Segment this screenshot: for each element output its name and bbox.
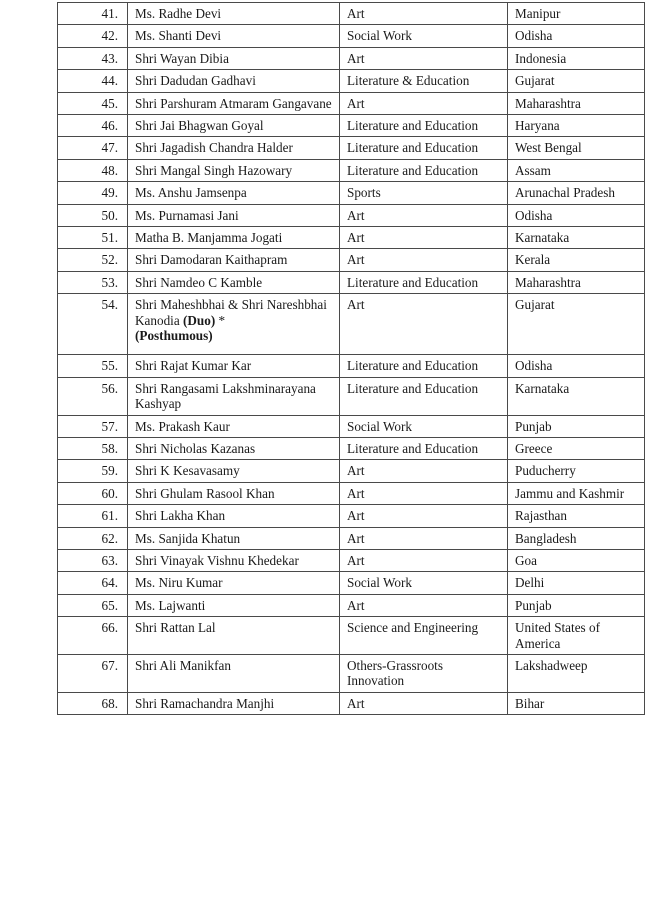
table-row xyxy=(58,92,645,114)
table-row xyxy=(58,271,645,293)
cell-state: Assam xyxy=(508,159,645,181)
cell-field: Others-Grassroots Innovation xyxy=(340,654,508,692)
cell-state: Maharashtra xyxy=(508,92,645,114)
recipient-name-rich: Shri Maheshbhai & Shri Nareshbhai Kanodia (Duo) * (Posthumous) xyxy=(135,297,327,344)
cell-serial-number: 58. xyxy=(58,437,128,459)
cell-recipient-name: Ms. Lajwanti xyxy=(128,594,340,616)
cell-recipient-name: Matha B. Manjamma Jogati xyxy=(128,227,340,249)
cell-serial-number: 68. xyxy=(58,692,128,714)
cell-recipient-name: Shri Jai Bhagwan Goyal xyxy=(128,115,340,137)
cell-field: Art xyxy=(340,3,508,25)
cell-state: Gujarat xyxy=(508,70,645,92)
cell-state: Manipur xyxy=(508,3,645,25)
cell-state: Gujarat xyxy=(508,294,645,355)
cell-field: Literature and Education xyxy=(340,377,508,415)
cell-field: Art xyxy=(340,204,508,226)
table-row xyxy=(58,654,645,692)
cell-field: Art xyxy=(340,692,508,714)
cell-serial-number: 55. xyxy=(58,355,128,377)
cell-field: Art xyxy=(340,92,508,114)
table-row xyxy=(58,159,645,181)
cell-recipient-name: Shri Ramachandra Manjhi xyxy=(128,692,340,714)
cell-recipient-name: Shri Ali Manikfan xyxy=(128,654,340,692)
table-row xyxy=(58,47,645,69)
cell-recipient-name: Ms. Purnamasi Jani xyxy=(128,204,340,226)
cell-serial-number: 60. xyxy=(58,482,128,504)
cell-state: Odisha xyxy=(508,25,645,47)
cell-state: Maharashtra xyxy=(508,271,645,293)
table-row xyxy=(58,355,645,377)
cell-serial-number: 59. xyxy=(58,460,128,482)
cell-recipient-name: Shri Vinayak Vishnu Khedekar xyxy=(128,549,340,571)
table-row xyxy=(58,294,645,355)
cell-recipient-name: Shri Nicholas Kazanas xyxy=(128,437,340,459)
cell-state: Jammu and Kashmir xyxy=(508,482,645,504)
cell-field: Art xyxy=(340,294,508,355)
cell-serial-number: 62. xyxy=(58,527,128,549)
cell-state: United States of America xyxy=(508,617,645,655)
cell-serial-number: 41. xyxy=(58,3,128,25)
cell-serial-number: 50. xyxy=(58,204,128,226)
table-body xyxy=(58,3,645,715)
cell-field: Literature & Education xyxy=(340,70,508,92)
table-row xyxy=(58,227,645,249)
cell-recipient-name: Shri Dadudan Gadhavi xyxy=(128,70,340,92)
cell-recipient-name: Shri Rattan Lal xyxy=(128,617,340,655)
cell-state: Delhi xyxy=(508,572,645,594)
cell-recipient-name: Ms. Niru Kumar xyxy=(128,572,340,594)
cell-recipient-name: Shri Rangasami Lakshminarayana Kashyap xyxy=(128,377,340,415)
cell-state: Arunachal Pradesh xyxy=(508,182,645,204)
cell-field: Social Work xyxy=(340,415,508,437)
cell-recipient-name: Shri Ghulam Rasool Khan xyxy=(128,482,340,504)
table-row xyxy=(58,377,645,415)
cell-field: Art xyxy=(340,227,508,249)
cell-serial-number: 54. xyxy=(58,294,128,355)
cell-recipient-name: Shri Damodaran Kaithapram xyxy=(128,249,340,271)
table-row xyxy=(58,482,645,504)
cell-field: Art xyxy=(340,527,508,549)
cell-serial-number: 48. xyxy=(58,159,128,181)
cell-field: Art xyxy=(340,549,508,571)
cell-field: Literature and Education xyxy=(340,115,508,137)
cell-field: Science and Engineering xyxy=(340,617,508,655)
cell-state: Lakshadweep xyxy=(508,654,645,692)
cell-recipient-name: Ms. Anshu Jamsenpa xyxy=(128,182,340,204)
cell-serial-number: 44. xyxy=(58,70,128,92)
cell-serial-number: 63. xyxy=(58,549,128,571)
cell-state: Karnataka xyxy=(508,377,645,415)
cell-field: Social Work xyxy=(340,25,508,47)
cell-state: West Bengal xyxy=(508,137,645,159)
table-row xyxy=(58,70,645,92)
cell-serial-number: 42. xyxy=(58,25,128,47)
cell-serial-number: 64. xyxy=(58,572,128,594)
cell-field: Art xyxy=(340,249,508,271)
cell-recipient-name: Shri Mangal Singh Hazowary xyxy=(128,159,340,181)
cell-recipient-name: Shri Wayan Dibia xyxy=(128,47,340,69)
cell-serial-number: 45. xyxy=(58,92,128,114)
cell-state: Greece xyxy=(508,437,645,459)
cell-field: Social Work xyxy=(340,572,508,594)
table-row xyxy=(58,460,645,482)
cell-state: Karnataka xyxy=(508,227,645,249)
cell-state: Puducherry xyxy=(508,460,645,482)
table-row xyxy=(58,415,645,437)
cell-recipient-name: Ms. Shanti Devi xyxy=(128,25,340,47)
table-row xyxy=(58,617,645,655)
cell-recipient-name: Shri Parshuram Atmaram Gangavane xyxy=(128,92,340,114)
table-row xyxy=(58,692,645,714)
cell-field: Literature and Education xyxy=(340,355,508,377)
cell-field: Art xyxy=(340,482,508,504)
cell-serial-number: 67. xyxy=(58,654,128,692)
table-row xyxy=(58,182,645,204)
cell-state: Rajasthan xyxy=(508,505,645,527)
cell-recipient-name: Shri K Kesavasamy xyxy=(128,460,340,482)
cell-serial-number: 57. xyxy=(58,415,128,437)
cell-recipient-name: Ms. Prakash Kaur xyxy=(128,415,340,437)
table-row xyxy=(58,437,645,459)
cell-recipient-name: Shri Namdeo C Kamble xyxy=(128,271,340,293)
cell-serial-number: 52. xyxy=(58,249,128,271)
cell-state: Punjab xyxy=(508,415,645,437)
cell-serial-number: 47. xyxy=(58,137,128,159)
cell-recipient-name: Shri Jagadish Chandra Halder xyxy=(128,137,340,159)
table-row xyxy=(58,549,645,571)
table-row xyxy=(58,572,645,594)
awards-recipients-table xyxy=(57,2,645,715)
cell-field: Sports xyxy=(340,182,508,204)
cell-serial-number: 66. xyxy=(58,617,128,655)
cell-field: Art xyxy=(340,460,508,482)
cell-serial-number: 46. xyxy=(58,115,128,137)
cell-field: Literature and Education xyxy=(340,271,508,293)
table-row xyxy=(58,249,645,271)
cell-state: Bangladesh xyxy=(508,527,645,549)
cell-serial-number: 61. xyxy=(58,505,128,527)
cell-state: Punjab xyxy=(508,594,645,616)
cell-field: Literature and Education xyxy=(340,159,508,181)
cell-state: Indonesia xyxy=(508,47,645,69)
cell-serial-number: 49. xyxy=(58,182,128,204)
cell-state: Bihar xyxy=(508,692,645,714)
cell-state: Odisha xyxy=(508,204,645,226)
cell-recipient-name: Ms. Sanjida Khatun xyxy=(128,527,340,549)
cell-state: Kerala xyxy=(508,249,645,271)
cell-recipient-name: Shri Lakha Khan xyxy=(128,505,340,527)
cell-state: Odisha xyxy=(508,355,645,377)
cell-serial-number: 56. xyxy=(58,377,128,415)
table-row xyxy=(58,25,645,47)
cell-field: Art xyxy=(340,594,508,616)
cell-recipient-name: Shri Rajat Kumar Kar xyxy=(128,355,340,377)
cell-recipient-name xyxy=(128,294,340,355)
table-row xyxy=(58,204,645,226)
table-row xyxy=(58,505,645,527)
cell-field: Art xyxy=(340,47,508,69)
cell-state: Goa xyxy=(508,549,645,571)
table-row xyxy=(58,3,645,25)
cell-field: Literature and Education xyxy=(340,137,508,159)
table-row xyxy=(58,115,645,137)
cell-field: Art xyxy=(340,505,508,527)
cell-state: Haryana xyxy=(508,115,645,137)
cell-serial-number: 43. xyxy=(58,47,128,69)
table-row xyxy=(58,594,645,616)
table-row xyxy=(58,527,645,549)
cell-recipient-name: Ms. Radhe Devi xyxy=(128,3,340,25)
cell-serial-number: 53. xyxy=(58,271,128,293)
cell-serial-number: 65. xyxy=(58,594,128,616)
cell-field: Literature and Education xyxy=(340,437,508,459)
table-row xyxy=(58,137,645,159)
cell-serial-number: 51. xyxy=(58,227,128,249)
